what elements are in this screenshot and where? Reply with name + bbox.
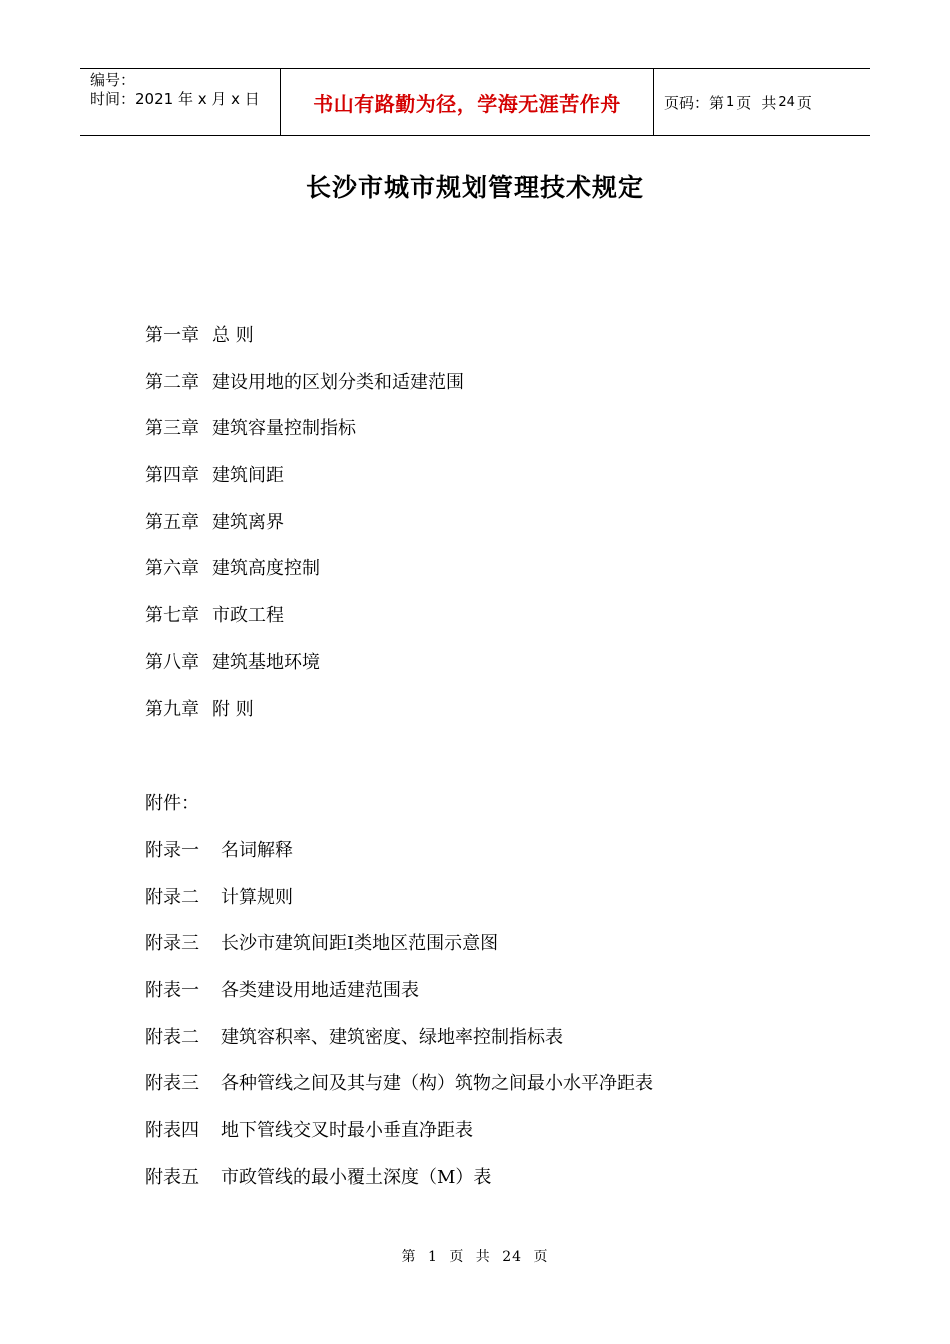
annex-item xyxy=(145,1117,653,1164)
page-total-prefix: 共 xyxy=(761,93,777,112)
toc-name: 总 则 xyxy=(212,325,254,346)
annex-name: 名词解释 xyxy=(221,840,293,861)
annex-name: 各种管线之间及其与建（构）筑物之间最小水平净距表 xyxy=(221,1073,653,1095)
toc-item xyxy=(145,369,464,416)
annex-item xyxy=(145,1164,653,1211)
annex-code: 附表四 xyxy=(145,1120,199,1142)
toc-item xyxy=(145,462,464,509)
page-footer xyxy=(0,1246,950,1266)
annex-name: 各类建设用地适建范围表 xyxy=(221,980,419,1002)
toc-chapter: 第三章 xyxy=(145,418,199,440)
toc-item xyxy=(145,696,464,743)
header-page-cell xyxy=(654,69,870,135)
toc-name: 建筑容量控制指标 xyxy=(212,418,356,440)
footer-total-prefix: 共 xyxy=(475,1249,491,1265)
annex-code: 附录二 xyxy=(145,886,199,908)
annex-list xyxy=(145,837,653,1211)
table-of-contents xyxy=(145,322,464,742)
toc-item xyxy=(145,649,464,696)
annex-name: 地下管线交叉时最小垂直净距表 xyxy=(221,1120,473,1142)
page-mid: 页 xyxy=(736,93,752,112)
toc-name: 附 则 xyxy=(212,698,254,720)
annex-code: 附表三 xyxy=(145,1073,199,1095)
footer-mid: 页 xyxy=(449,1249,465,1265)
footer-total: 24 xyxy=(502,1249,523,1265)
footer-current: 1 xyxy=(427,1249,438,1265)
toc-name: 建筑高度控制 xyxy=(212,558,320,580)
annex-item xyxy=(145,977,653,1024)
annex-code: 附表一 xyxy=(145,980,199,1002)
toc-chapter: 第八章 xyxy=(145,651,199,673)
toc-name: 建筑基地环境 xyxy=(212,651,320,673)
toc-item xyxy=(145,509,464,556)
header-meta-cell xyxy=(80,69,281,135)
toc-chapter: 第五章 xyxy=(145,511,199,533)
toc-item xyxy=(145,602,464,649)
annex-name: 市政管线的最小覆土深度（M）表 xyxy=(221,1166,492,1188)
toc-name: 建筑间距 xyxy=(212,465,284,487)
toc-item xyxy=(145,415,464,462)
toc-chapter: 第二章 xyxy=(145,371,199,393)
page-prefix: 页码：第 xyxy=(664,93,725,112)
annex-name: 长沙市建筑间距Ⅰ类地区范围示意图 xyxy=(221,933,499,955)
toc-chapter: 第七章 xyxy=(145,605,199,627)
toc-name: 市政工程 xyxy=(212,605,284,627)
toc-chapter: 第四章 xyxy=(145,465,199,487)
annex-item xyxy=(145,1024,653,1071)
page-total: 24 xyxy=(778,94,795,110)
motto-text: 书山有路勤为径，学海无涯苦作舟 xyxy=(313,91,621,116)
annex-item xyxy=(145,837,653,884)
annex-item xyxy=(145,884,653,931)
annex-code: 附表五 xyxy=(145,1166,199,1188)
annex-item xyxy=(145,1070,653,1117)
page-suffix: 页 xyxy=(796,93,812,112)
footer-prefix: 第 xyxy=(401,1249,417,1265)
toc-name: 建设用地的区划分类和适建范围 xyxy=(212,371,464,393)
number-label: 编号： xyxy=(90,71,136,89)
annex-code: 附录一 xyxy=(145,840,199,861)
toc-chapter: 第一章 xyxy=(145,325,199,346)
annex-code: 附录三 xyxy=(145,933,199,955)
time-label: 时间：2021 年 x 月 x 日 xyxy=(90,90,260,108)
footer-suffix: 页 xyxy=(533,1249,549,1265)
annex-item xyxy=(145,930,653,977)
header-motto-cell xyxy=(281,69,654,135)
toc-name: 建筑离界 xyxy=(212,511,284,533)
annex-name: 计算规则 xyxy=(221,886,293,908)
toc-item xyxy=(145,555,464,602)
toc-chapter: 第六章 xyxy=(145,558,199,580)
annex-heading: 附件： xyxy=(145,793,199,814)
page-title: 长沙市城市规划管理技术规定 xyxy=(305,173,644,202)
toc-chapter: 第九章 xyxy=(145,698,199,720)
document-header xyxy=(80,68,870,136)
annex-code: 附表二 xyxy=(145,1026,199,1048)
toc-item xyxy=(145,322,464,369)
page-current: 1 xyxy=(726,94,735,110)
annex-name: 建筑容积率、建筑密度、绿地率控制指标表 xyxy=(221,1026,563,1048)
